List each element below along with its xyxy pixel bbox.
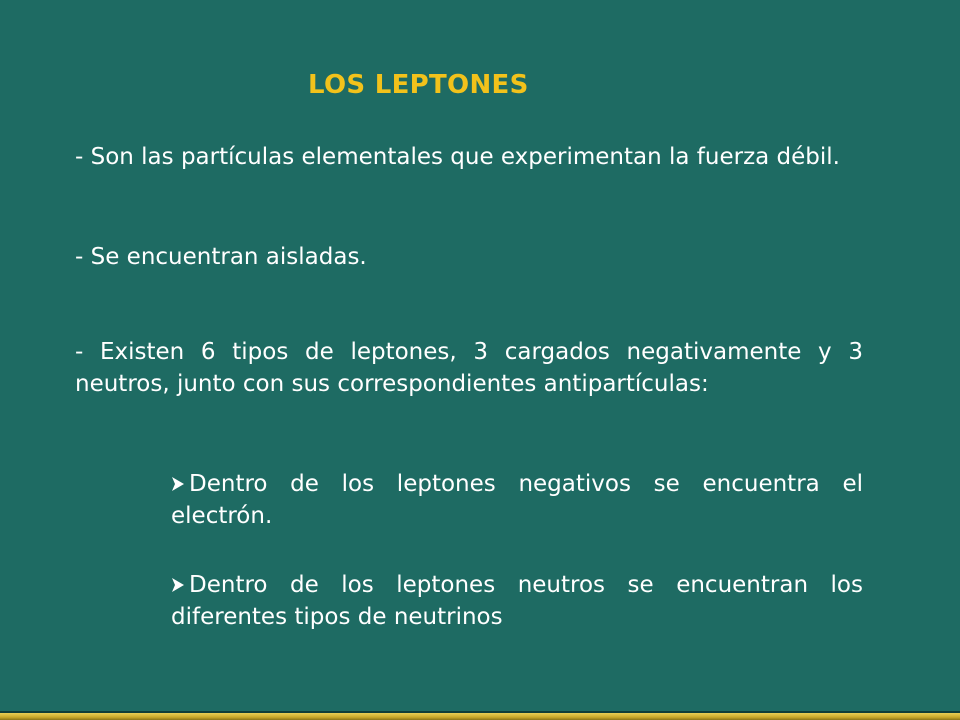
bottom-bar <box>0 713 960 720</box>
arrow-bullet-icon <box>171 476 185 492</box>
slide-title: LOS LEPTONES <box>308 70 529 100</box>
arrow-bullet-icon <box>171 577 185 593</box>
bullet-text: Dentro de los leptones negativos se encuentra el electrón. <box>171 471 863 529</box>
bullet-item-neutral-leptons <box>171 569 863 633</box>
paragraph-six-types: - Existen 6 tipos de leptones, 3 cargados negativamente y 3 neutros, junto con sus correspondientes antipartículas: <box>75 339 863 397</box>
bullet-item-negative-leptons <box>171 468 863 532</box>
paragraph-weak-force: - Son las partículas elementales que experimentan la fuerza débil. <box>75 144 840 170</box>
paragraph-isolated: - Se encuentran aisladas. <box>75 244 367 270</box>
bullet-text: Dentro de los leptones neutros se encuentran los diferentes tipos de neutrinos <box>171 572 863 630</box>
